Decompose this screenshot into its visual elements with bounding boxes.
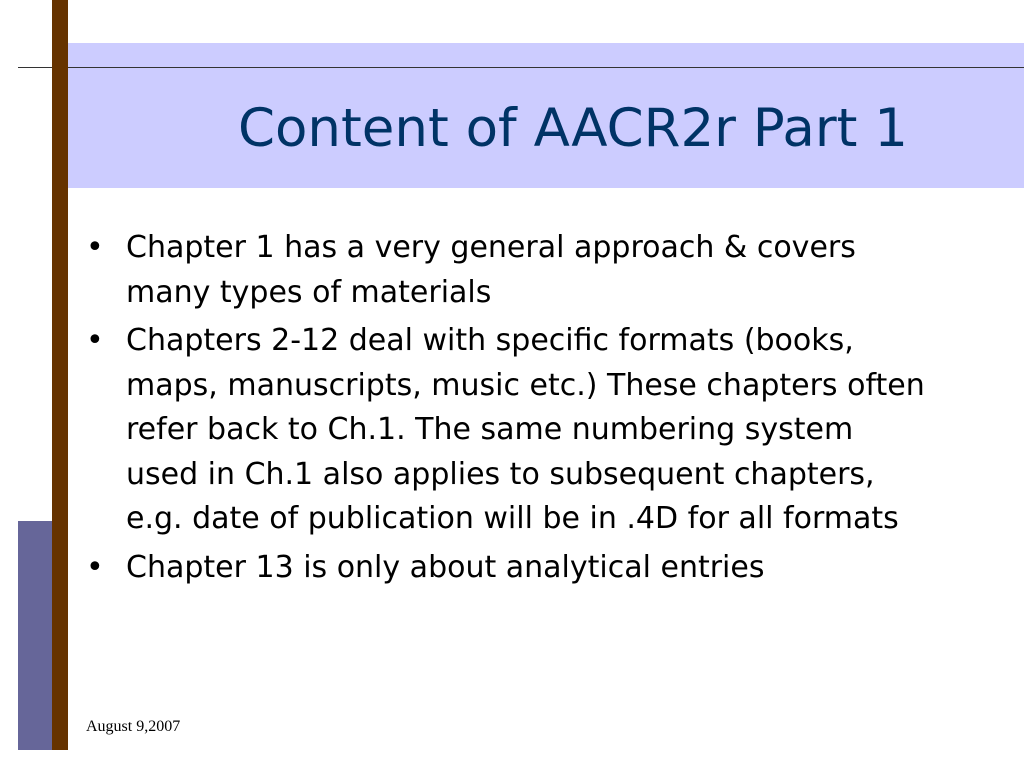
bullet-item [86,226,931,315]
bullet-text: Chapter 13 is only about analytical entries [126,549,765,585]
bullet-item [86,319,931,542]
left-accent-bar [52,0,68,750]
bullet-marker: • [86,549,104,585]
bullet-item [86,546,931,591]
bullet-text: Chapters 2-12 deal with specific formats (books, maps, manuscripts, music etc.) These chapters often refer back to Ch.1. The same numbering system used in Ch.1 also applies to subsequent chapters, e.g. date of publication will be in .4D for all formats [126,323,925,536]
title-divider-line [18,67,1024,68]
footer-date: August 9,2007 [86,718,181,735]
bullet-marker: • [86,323,104,358]
bullet-marker: • [86,230,104,265]
bullet-text: Chapter 1 has a very general approach & covers many types of materials [126,230,856,310]
bullet-list [86,226,931,594]
slide-title: Content of AACR2r Part 1 [238,98,909,159]
left-accent-block [18,521,52,750]
